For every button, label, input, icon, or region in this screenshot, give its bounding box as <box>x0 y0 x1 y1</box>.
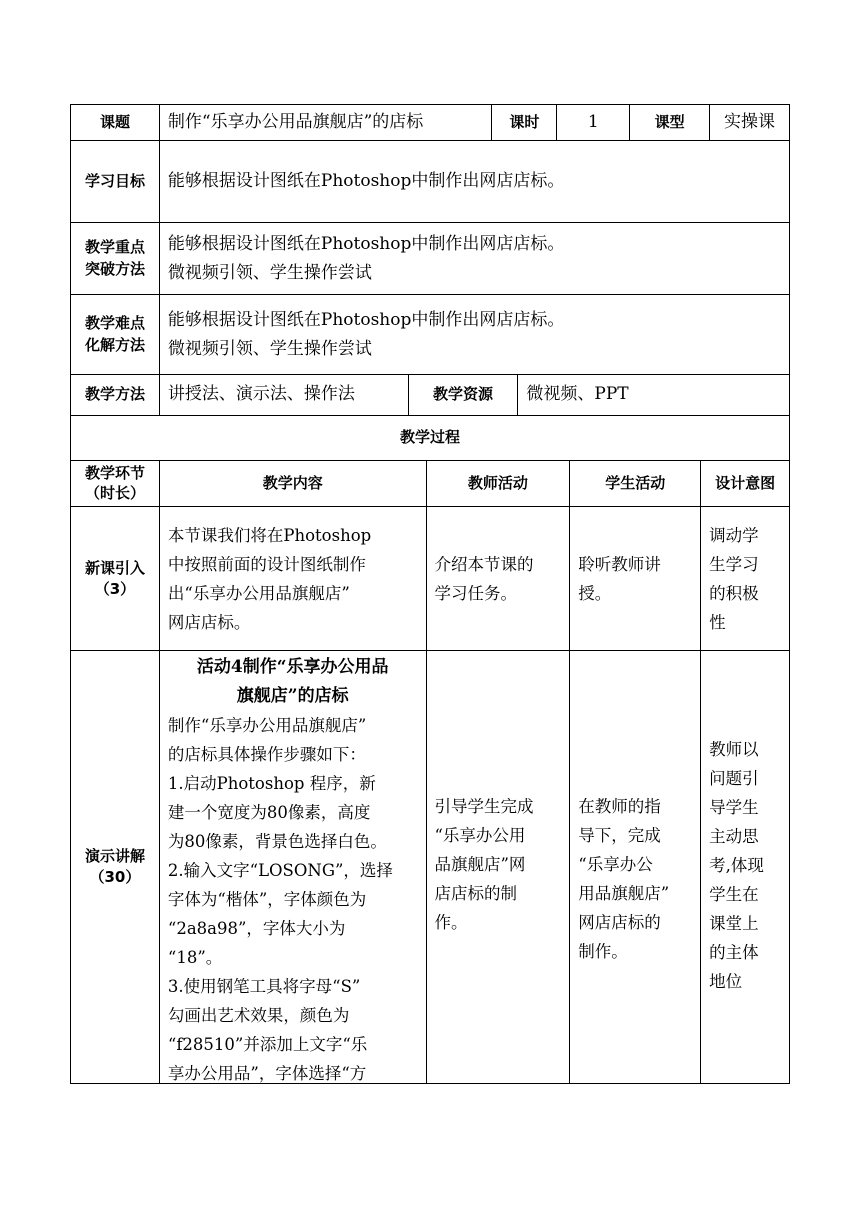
student-line: 用品旗舰店” <box>578 884 670 903</box>
design-line: 的主体 <box>709 943 759 962</box>
student-line: 导下，完成 <box>578 826 661 845</box>
design-line: 问题引 <box>709 769 759 788</box>
teacher-line: “乐享办公用 <box>434 826 526 845</box>
methods-value <box>160 375 409 415</box>
difficulty-line2: 微视频引领、学生操作尝试 <box>167 338 372 359</box>
content-line: 中按照前面的设计图纸制作 <box>167 555 366 574</box>
student-cell <box>570 651 701 1083</box>
teacher-line: 学习任务。 <box>434 584 517 603</box>
student-line: 在教师的指 <box>578 797 661 816</box>
type-value <box>710 105 790 140</box>
student-line: 授。 <box>578 584 612 603</box>
teacher-line: 店店标的制 <box>434 884 517 903</box>
content-line: 网店店标。 <box>167 613 251 632</box>
difficulty-line1: 能够根据设计图纸在Photoshop中制作出网店店标。 <box>167 310 565 331</box>
col-student: 学生活动 <box>570 461 701 506</box>
resource-label: 教学资源 <box>409 375 519 415</box>
teacher-line: 引导学生完成 <box>434 797 534 816</box>
difficulty-label <box>71 295 160 374</box>
design-cell <box>701 507 790 650</box>
key-point-value <box>160 223 790 294</box>
goal-value <box>160 141 790 222</box>
content-line: 2.输入文字“LOSONG”，选择 <box>167 861 393 880</box>
stage-duration: （3） <box>94 579 136 598</box>
key-point-row <box>70 222 790 294</box>
content-line: “2a8a98”，字体大小为 <box>167 919 346 938</box>
hours-value <box>557 105 630 140</box>
design-line: 调动学 <box>709 526 759 545</box>
activity-title-line: 活动4制作“乐享办公用品 <box>196 657 389 677</box>
table-row <box>70 506 790 650</box>
lesson-plan-table <box>70 104 790 1084</box>
student-line: “乐享办公 <box>578 855 653 874</box>
teacher-line: 介绍本节课的 <box>434 555 534 574</box>
design-line: 性 <box>709 613 726 632</box>
content-line: “18”。 <box>167 948 223 967</box>
difficulty-label-line1: 教学难点 <box>84 313 145 332</box>
goal-text: 能够根据设计图纸在Photoshop中制作出网店店标。 <box>167 170 565 191</box>
content-line: 字体为“楷体”，字体颜色为 <box>167 890 367 909</box>
content-line: 本节课我们将在Photoshop <box>167 526 372 545</box>
methods-row <box>70 374 790 415</box>
design-line: 考,体现 <box>709 856 764 875</box>
activity-title-line: 旗舰店”的店标 <box>236 686 349 706</box>
content-cell <box>160 651 427 1083</box>
table-row <box>70 650 790 1084</box>
design-line: 导学生 <box>709 798 759 817</box>
student-line: 网店店标的 <box>578 913 661 932</box>
difficulty-value <box>160 295 790 374</box>
content-line: 出“乐享办公用品旗舰店” <box>167 584 350 603</box>
key-point-label-line2: 突破方法 <box>84 259 145 278</box>
methods-label: 教学方法 <box>71 375 160 415</box>
key-point-label <box>71 223 160 294</box>
content-cell <box>160 507 427 650</box>
methods-text: 讲授法、演示法、操作法 <box>167 384 355 405</box>
teacher-line: 作。 <box>434 913 468 932</box>
header-row <box>70 104 790 140</box>
difficulty-row <box>70 294 790 374</box>
title-value <box>160 105 492 140</box>
teacher-cell <box>427 507 571 650</box>
key-point-label-line1: 教学重点 <box>84 237 145 256</box>
col-design: 设计意图 <box>701 461 790 506</box>
design-cell <box>701 651 790 1083</box>
design-line: 地位 <box>709 972 743 991</box>
hours-text: 1 <box>587 111 599 132</box>
difficulty-label-line2: 化解方法 <box>84 335 145 354</box>
design-line: 课堂上 <box>709 914 759 933</box>
stage-duration: （30） <box>89 868 141 886</box>
design-line: 的积极 <box>709 584 759 603</box>
process-title-row <box>70 415 790 460</box>
col-content: 教学内容 <box>160 461 427 506</box>
resource-text: 微视频、PPT <box>526 384 629 405</box>
content-line: 制作“乐享办公用品旗舰店” <box>167 716 367 735</box>
content-line: 享办公用品”，字体选择“方 <box>167 1064 367 1083</box>
hours-label: 课时 <box>492 105 557 140</box>
stage-name: 新课引入 <box>84 558 145 577</box>
content-line: “f28510”并添加上文字“乐 <box>167 1035 368 1054</box>
content-line: 勾画出艺术效果，颜色为 <box>167 1006 350 1025</box>
stage-name: 演示讲解 <box>84 847 145 865</box>
teacher-line: 品旗舰店”网 <box>434 855 526 874</box>
design-line: 学生在 <box>709 885 759 904</box>
design-line: 生学习 <box>709 555 759 574</box>
student-line: 制作。 <box>578 942 628 961</box>
col-stage-line1: 教学环节 <box>84 464 145 482</box>
title-text: 制作“乐享办公用品旗舰店”的店标 <box>167 111 424 132</box>
goal-row <box>70 140 790 222</box>
student-cell <box>570 507 701 650</box>
stage-cell <box>71 651 160 1083</box>
stage-cell <box>71 507 160 650</box>
design-line: 主动思 <box>709 827 759 846</box>
key-point-line2: 微视频引领、学生操作尝试 <box>167 262 372 283</box>
col-stage <box>71 461 160 506</box>
content-line: 的店标具体操作步骤如下： <box>167 745 366 764</box>
content-line: 为80像素，背景色选择白色。 <box>167 832 387 851</box>
content-line: 1.启动Photoshop 程序，新 <box>167 774 376 793</box>
process-header-row <box>70 460 790 506</box>
teacher-cell <box>427 651 571 1083</box>
content-line: 建一个宽度为80像素，高度 <box>167 803 371 822</box>
type-label: 课型 <box>630 105 710 140</box>
content-line: 3.使用钢笔工具将字母“S” <box>167 977 361 996</box>
process-title: 教学过程 <box>71 416 790 460</box>
design-line: 教师以 <box>709 740 759 759</box>
type-text: 实操课 <box>724 111 776 132</box>
col-teacher: 教师活动 <box>427 461 571 506</box>
key-point-line1: 能够根据设计图纸在Photoshop中制作出网店店标。 <box>167 234 565 255</box>
title-label: 课题 <box>71 105 160 140</box>
student-line: 聆听教师讲 <box>578 555 661 574</box>
col-stage-line2: （时长） <box>84 483 145 502</box>
resource-value <box>518 375 790 415</box>
goal-label: 学习目标 <box>71 141 160 222</box>
